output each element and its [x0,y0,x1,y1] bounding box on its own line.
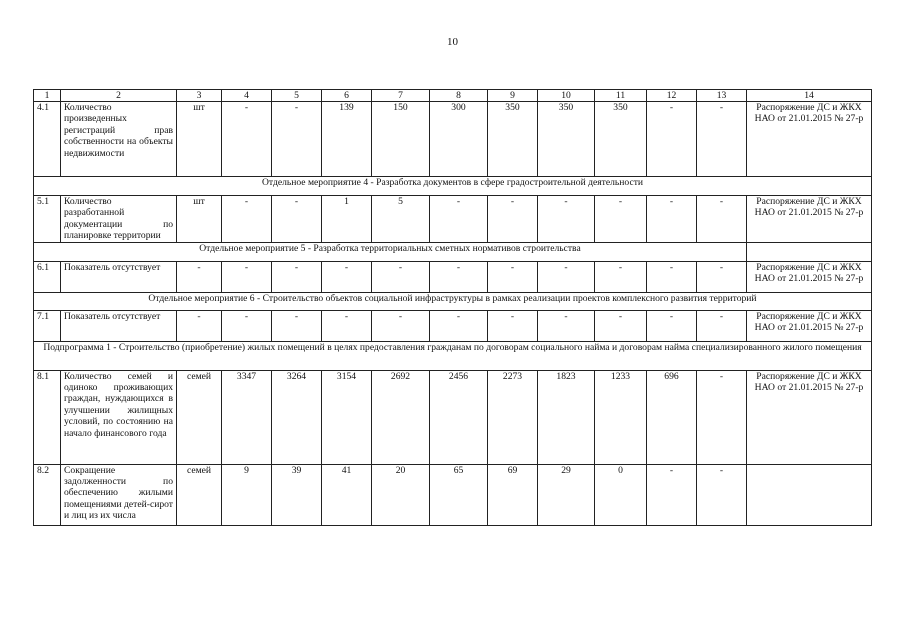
value-cell: - [697,464,747,525]
table-row [34,370,872,464]
value-cell: - [647,261,697,292]
unit-cell: шт [177,196,222,243]
row-number: 4.1 [34,102,61,177]
section-row [34,242,872,261]
col-number: 8 [430,90,488,102]
value-cell: 20 [372,464,430,525]
value-cell: 39 [272,464,322,525]
table-row [34,261,872,292]
value-cell: 5 [372,196,430,243]
col-number: 1 [34,90,61,102]
col-number: 2 [61,90,177,102]
col-number: 14 [747,90,872,102]
value-cell: - [430,261,488,292]
indicators-table [33,89,872,526]
value-cell: - [697,310,747,341]
value-cell: 696 [647,370,697,464]
value-cell: 29 [538,464,595,525]
row-number: 5.1 [34,196,61,243]
value-cell: - [647,102,697,177]
unit-cell: шт [177,102,222,177]
value-cell: - [222,310,272,341]
value-cell: - [647,196,697,243]
value-cell: - [697,196,747,243]
row-number: 8.1 [34,370,61,464]
indicator-name: Сокращение задолженности по обеспечению жилыми помещениями детей-сирот и лиц из их числа [61,464,177,525]
col-number: 5 [272,90,322,102]
value-cell: 3347 [222,370,272,464]
value-cell: 2692 [372,370,430,464]
value-cell: - [430,196,488,243]
value-cell: 69 [488,464,538,525]
source-cell: Распоряжение ДС и ЖКХ НАО от 21.01.2015 № 27-р [747,370,872,464]
value-cell: 1823 [538,370,595,464]
value-cell: - [272,196,322,243]
unit-cell: - [177,261,222,292]
row-number: 6.1 [34,261,61,292]
unit-cell: семей [177,370,222,464]
value-cell: - [272,261,322,292]
value-cell: 9 [222,464,272,525]
col-number: 10 [538,90,595,102]
table-row [34,102,872,177]
subprogram-title: Подпрограмма 1 - Строительство (приобретение) жилых помещений в целях предоставления гражданам по договорам социального найма и договорам найма специализированного жилого помещения [34,341,872,370]
value-cell: 65 [430,464,488,525]
value-cell: - [595,261,647,292]
value-cell: 1233 [595,370,647,464]
value-cell: 3154 [322,370,372,464]
page-number: 10 [447,36,458,48]
source-cell: Распоряжение ДС и ЖКХ НАО от 21.01.2015 № 27-р [747,310,872,341]
value-cell: - [322,261,372,292]
value-cell: - [538,310,595,341]
value-cell: 300 [430,102,488,177]
value-cell: 2456 [430,370,488,464]
value-cell: 1 [322,196,372,243]
table-row [34,310,872,341]
indicator-name: Количество произведенных регистраций прав собственности на объекты недвижимости [61,102,177,177]
col-number: 12 [647,90,697,102]
value-cell: - [222,196,272,243]
col-number: 3 [177,90,222,102]
subprogram-row [34,341,872,370]
section-title: Отдельное мероприятие 5 - Разработка территориальных сметных нормативов строительства [34,242,747,261]
value-cell: 150 [372,102,430,177]
indicator-name: Количество разработанной документации по планировке территории [61,196,177,243]
value-cell: - [697,102,747,177]
value-cell: - [488,196,538,243]
section-row [34,292,872,310]
section-title: Отдельное мероприятие 4 - Разработка документов в сфере градостроительной деятельности [34,177,872,196]
value-cell: - [272,310,322,341]
column-number-row [34,90,872,102]
value-cell: 350 [488,102,538,177]
indicator-name: Показатель отсутствует [61,261,177,292]
value-cell: - [697,370,747,464]
value-cell: - [697,261,747,292]
col-number: 9 [488,90,538,102]
col-number: 6 [322,90,372,102]
value-cell: - [488,261,538,292]
value-cell: - [538,196,595,243]
source-cell: Распоряжение ДС и ЖКХ НАО от 21.01.2015 № 27-р [747,102,872,177]
value-cell: - [222,102,272,177]
value-cell: 350 [538,102,595,177]
source-cell [747,464,872,525]
value-cell: 41 [322,464,372,525]
indicator-name: Количество семей и одиноко проживающих граждан, нуждающихся в улучшении жилищных условий, по состоянию на начало финансового года [61,370,177,464]
value-cell: - [372,261,430,292]
value-cell: - [372,310,430,341]
col-number: 7 [372,90,430,102]
source-cell: Распоряжение ДС и ЖКХ НАО от 21.01.2015 № 27-р [747,261,872,292]
value-cell: - [322,310,372,341]
value-cell: - [595,196,647,243]
empty-cell [747,242,872,261]
value-cell: - [430,310,488,341]
value-cell: 3264 [272,370,322,464]
value-cell: - [647,464,697,525]
table-row [34,196,872,243]
value-cell: 0 [595,464,647,525]
value-cell: - [595,310,647,341]
value-cell: - [272,102,322,177]
value-cell: - [488,310,538,341]
value-cell: - [538,261,595,292]
indicator-name: Показатель отсутствует [61,310,177,341]
value-cell: - [647,310,697,341]
row-number: 8.2 [34,464,61,525]
source-cell: Распоряжение ДС и ЖКХ НАО от 21.01.2015 № 27-р [747,196,872,243]
value-cell: 139 [322,102,372,177]
unit-cell: семей [177,464,222,525]
section-title: Отдельное мероприятие 6 - Строительство объектов социальной инфраструктуры в рамках реализации проектов комплексного развития территорий [34,292,872,310]
value-cell: 350 [595,102,647,177]
section-row [34,177,872,196]
row-number: 7.1 [34,310,61,341]
col-number: 4 [222,90,272,102]
table-row [34,464,872,525]
col-number: 13 [697,90,747,102]
unit-cell: - [177,310,222,341]
value-cell: 2273 [488,370,538,464]
col-number: 11 [595,90,647,102]
value-cell: - [222,261,272,292]
